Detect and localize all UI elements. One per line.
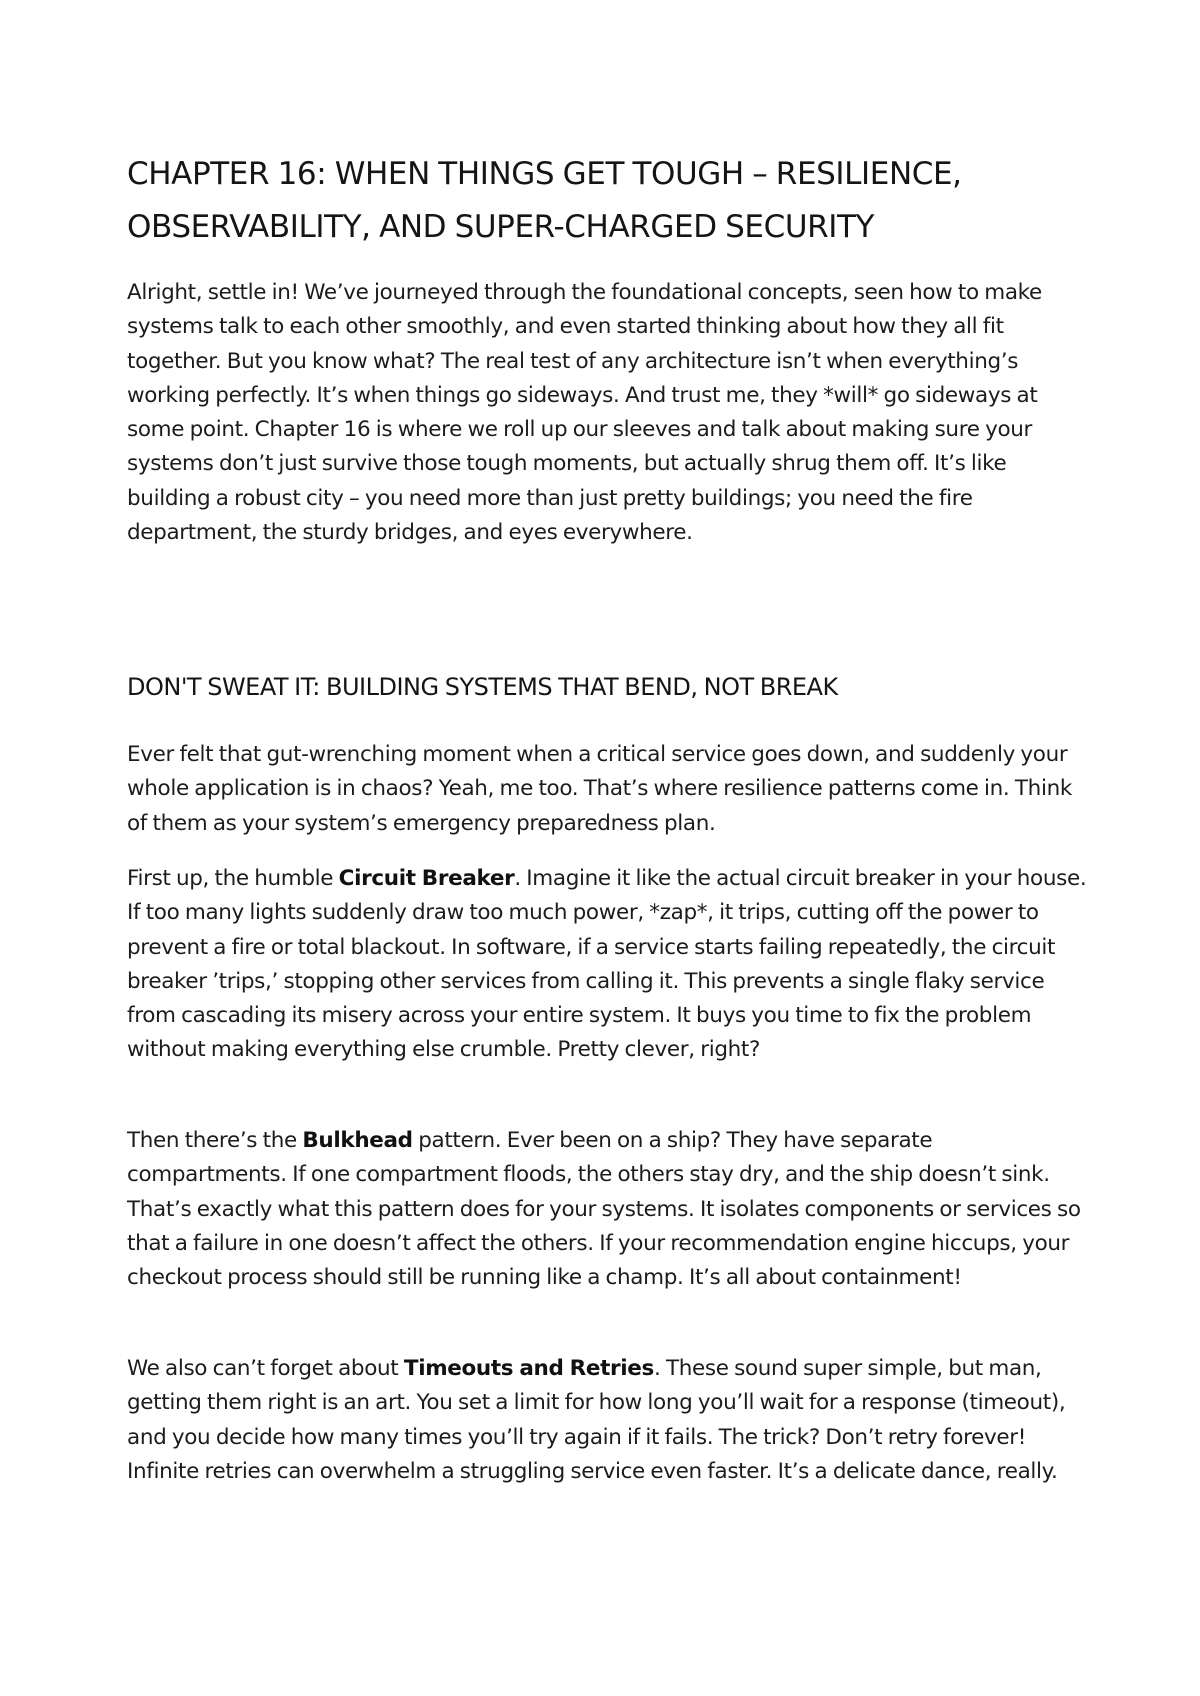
bulkhead-paragraph	[127, 1124, 1087, 1295]
bulkhead-lead-text: Then there’s the	[127, 1128, 303, 1153]
timeouts-lead-text: We also can’t forget about	[127, 1356, 404, 1381]
section-heading: DON'T SWEAT IT: BUILDING SYSTEMS THAT BEND, NOT BREAK	[127, 673, 838, 701]
circuit-breaker-term: Circuit Breaker	[338, 866, 515, 891]
timeouts-body-text: . These sound super simple, but man, getting them right is an art. You set a limit for how long you’ll wait for a response (timeout), and you decide how many times you’ll try again if it fails. The trick? Don’t retry forever! Infinite retries can overwhelm a struggling service even faster. It’s a delicate dance, really.	[127, 1356, 1066, 1484]
circuit-breaker-body-text: . Imagine it like the actual circuit breaker in your house. If too many lights suddenly draw too much power, *zap*, it trips, cutting off the power to prevent a fire or total blackout. In software, if a service starts failing repeatedly, the circuit breaker ’trips,’ stopping other services from calling it. This prevents a single flaky service from cascading its misery across your entire system. It buys you time to fix the problem without making everything else crumble. Pretty clever, right?	[127, 866, 1087, 1063]
resilience-intro-paragraph: Ever felt that gut-wrenching moment when a critical service goes down, and suddenly your whole application is in chaos? Yeah, me too. That’s where resilience patterns come in. Think of them as your system’s emergency preparedness plan.	[127, 742, 1072, 836]
bulkhead-body-text: pattern. Ever been on a ship? They have separate compartments. If one compartment floods, the others stay dry, and the ship doesn’t sink. That’s exactly what this pattern does for your systems. It isolates components or services so that a failure in one doesn’t affect the others. If your recommendation engine hiccups, your checkout process should still be running like a champ. It’s all about containment!	[127, 1128, 1081, 1291]
circuit-breaker-paragraph	[127, 862, 1087, 1068]
chapter-title: CHAPTER 16: WHEN THINGS GET TOUGH – RESILIENCE, OBSERVABILITY, AND SUPER-CHARGED SECURITY	[127, 156, 962, 245]
bulkhead-term: Bulkhead	[302, 1128, 413, 1153]
timeouts-retries-term: Timeouts and Retries	[403, 1356, 654, 1381]
circuit-breaker-lead-text: First up, the humble	[127, 866, 339, 891]
timeouts-retries-paragraph	[127, 1352, 1087, 1489]
intro-paragraph: Alright, settle in! We’ve journeyed through the foundational concepts, seen how to make systems talk to each other smoothly, and even started thinking about how they all fit together. But you know what? The real test of any architecture isn’t when everything’s working perfectly. It’s when things go sideways. And trust me, they *will* go sideways at some point. Chapter 16 is where we roll up our sleeves and talk about making sure your systems don’t just survive those tough moments, but actually shrug them off. It’s like building a robust city – you need more than just pretty buildings; you need the fire department, the sturdy bridges, and eyes everywhere.	[127, 280, 1042, 546]
